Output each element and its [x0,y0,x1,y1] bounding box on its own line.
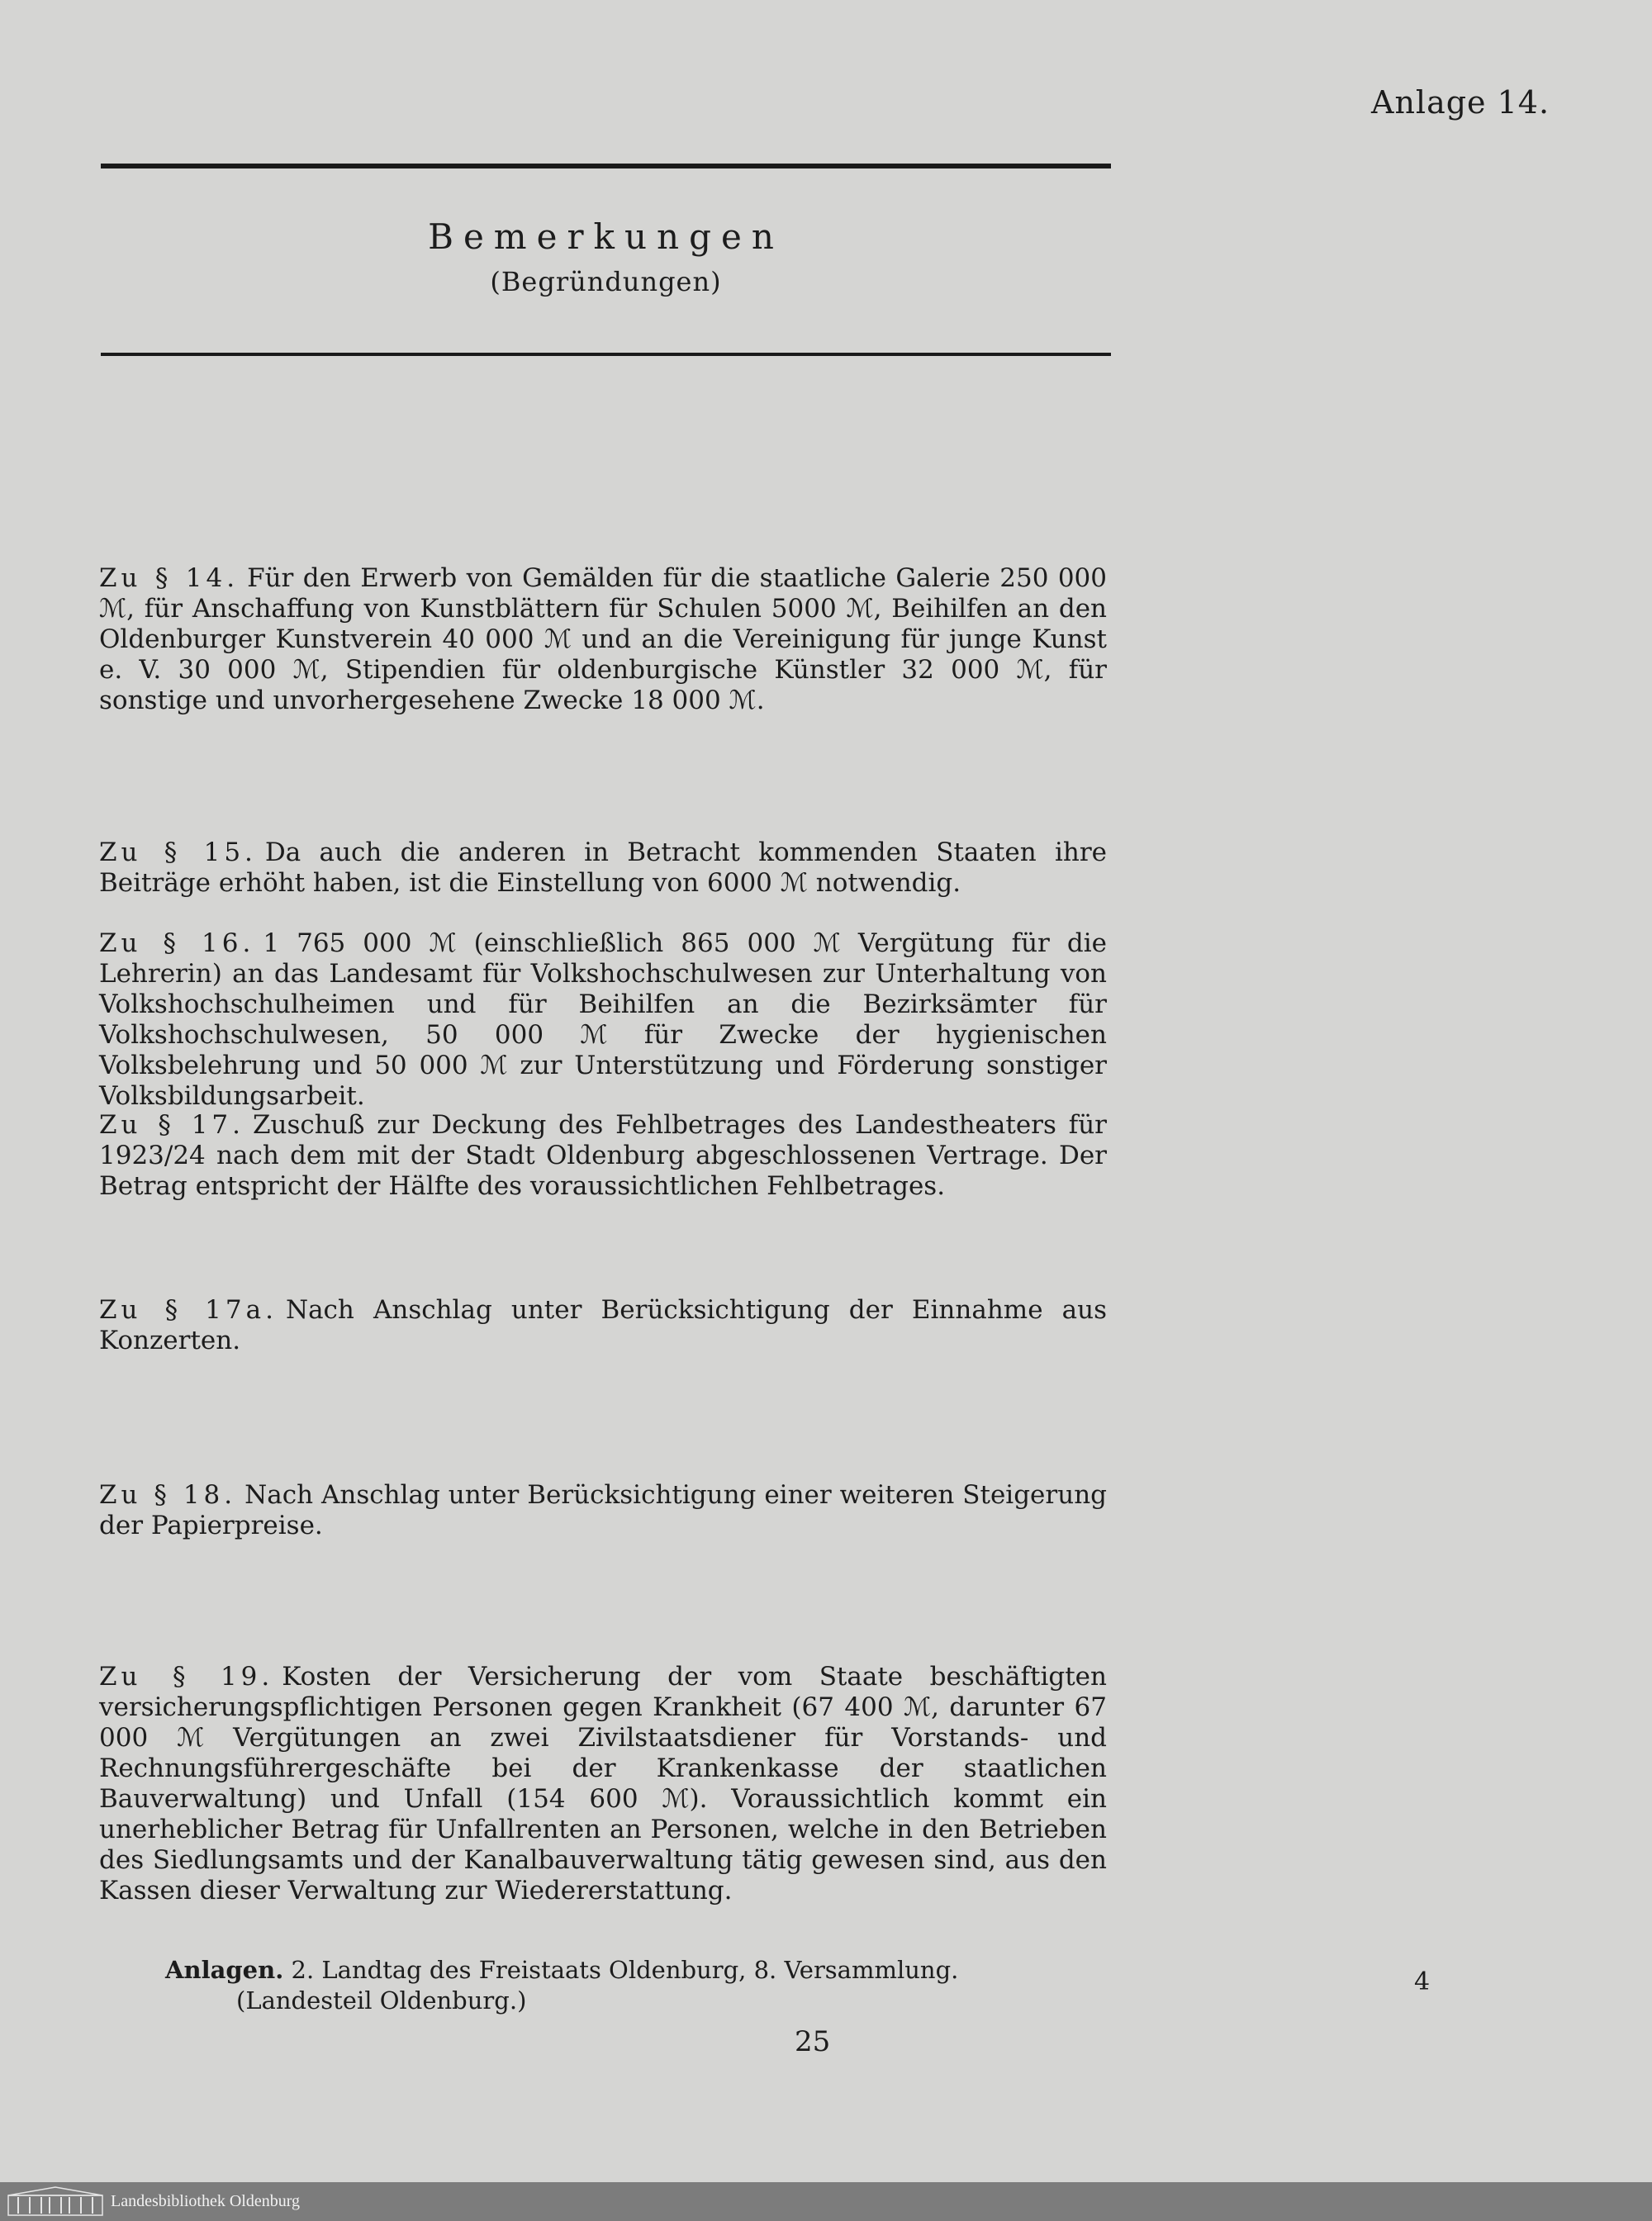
footer-annex-bold: Anlagen. [165,1956,284,1984]
entry-paragraph-19 [99,1662,1107,1906]
annex-label: Anlage 14. [1371,84,1550,121]
entry-text: 1 765 000 ℳ (einschließlich 865 000 ℳ Vergütung für die Lehrerin) an das Landesamt für Volkshochschulwesen zur Unterhaltung von Volkshochschulheimen und für Beihilfen an die Bezirksämter für Volkshochschulwesen, 50 000 ℳ für Zwecke der hygienischen Volksbelehrung und 50 000 ℳ zur Unterstützung und Förderung sonstiger Volksbildungsarbeit. [99,928,1107,1111]
entry-lead: Zu § 19. [99,1662,274,1692]
entry-paragraph-16 [99,928,1107,1112]
library-building-icon [7,2185,104,2217]
entry-lead: Zu § 17. [99,1110,244,1140]
entry-lead: Zu § 18. [99,1480,237,1510]
entry-lead: Zu § 14. [99,563,240,593]
section-title: Bemerkungen [428,216,784,257]
entry-text: Kosten der Versicherung der vom Staate beschäftigten versicherungspflichtigen Personen gegen Krankheit (67 400 ℳ, darunter 67 000 ℳ Vergütungen an zwei Zivilstaatsdiener für Vorstands- und Rechnungsführergeschäfte bei der Krankenkasse der staatlichen Bauverwaltung) und Unfall (154 600 ℳ). Voraussichtlich kommt ein unerheblicher Betrag für Unfallrenten an Personen, welche in den Betrieben des Siedlungsamts und der Kanalbauverwaltung tätig gewesen sind, aus den Kassen dieser Verwaltung zur Wiedererstattung. [99,1662,1107,1905]
signature-number: 4 [1414,1967,1431,1996]
footer-annex-sub: (Landesteil Oldenburg.) [236,1986,527,2015]
entry-lead: Zu § 15. [99,838,257,867]
entry-text: Da auch die anderen in Betracht kommenden Staaten ihre Beiträge erhöht haben, ist die Einstellung von 6000 ℳ notwendig. [99,838,1107,898]
entry-lead: Zu § 17a. [99,1295,278,1325]
footer-annex-text: 2. Landtag des Freistaats Oldenburg, 8. Versammlung. [291,1956,959,1984]
entry-paragraph-18 [99,1480,1107,1541]
entry-text: Nach Anschlag unter Berücksichtigung einer weiteren Steigerung der Papierpreise. [99,1480,1107,1540]
entry-text: Nach Anschlag unter Berücksichtigung der Einnahme aus Konzerten. [99,1295,1107,1355]
entry-text: Zuschuß zur Deckung des Fehlbetrages des Landestheaters für 1923/24 nach dem mit der Stadt Oldenburg abgeschlossenen Vertrage. Der Betrag entspricht der Hälfte des voraussichtlichen Fehlbetrages. [99,1110,1107,1201]
entry-paragraph-15 [99,838,1107,899]
page-number: 25 [795,2025,831,2058]
bottom-rule [101,353,1111,356]
footer-annex-note [165,1955,958,2016]
top-rule [101,164,1111,168]
entry-paragraph-17 [99,1110,1107,1202]
library-name: Landesbibliothek Oldenburg [111,2192,301,2210]
library-footer-bar [0,2182,1652,2221]
entry-text: Für den Erwerb von Gemälden für die staatliche Galerie 250 000 ℳ, für Anschaffung von Kunstblättern für Schulen 5000 ℳ, Beihilfen an den Oldenburger Kunstverein 40 000 ℳ und an die Vereinigung für junge Kunst e. V. 30 000 ℳ, Stipendien für oldenburgische Künstler 32 000 ℳ, für sonstige und unvorhergesehene Zwecke 18 000 ℳ. [99,563,1107,715]
entry-paragraph-17a [99,1295,1107,1356]
entry-paragraph-14 [99,563,1107,716]
entry-lead: Zu § 16. [99,928,255,958]
section-subtitle: (Begründungen) [490,266,722,297]
